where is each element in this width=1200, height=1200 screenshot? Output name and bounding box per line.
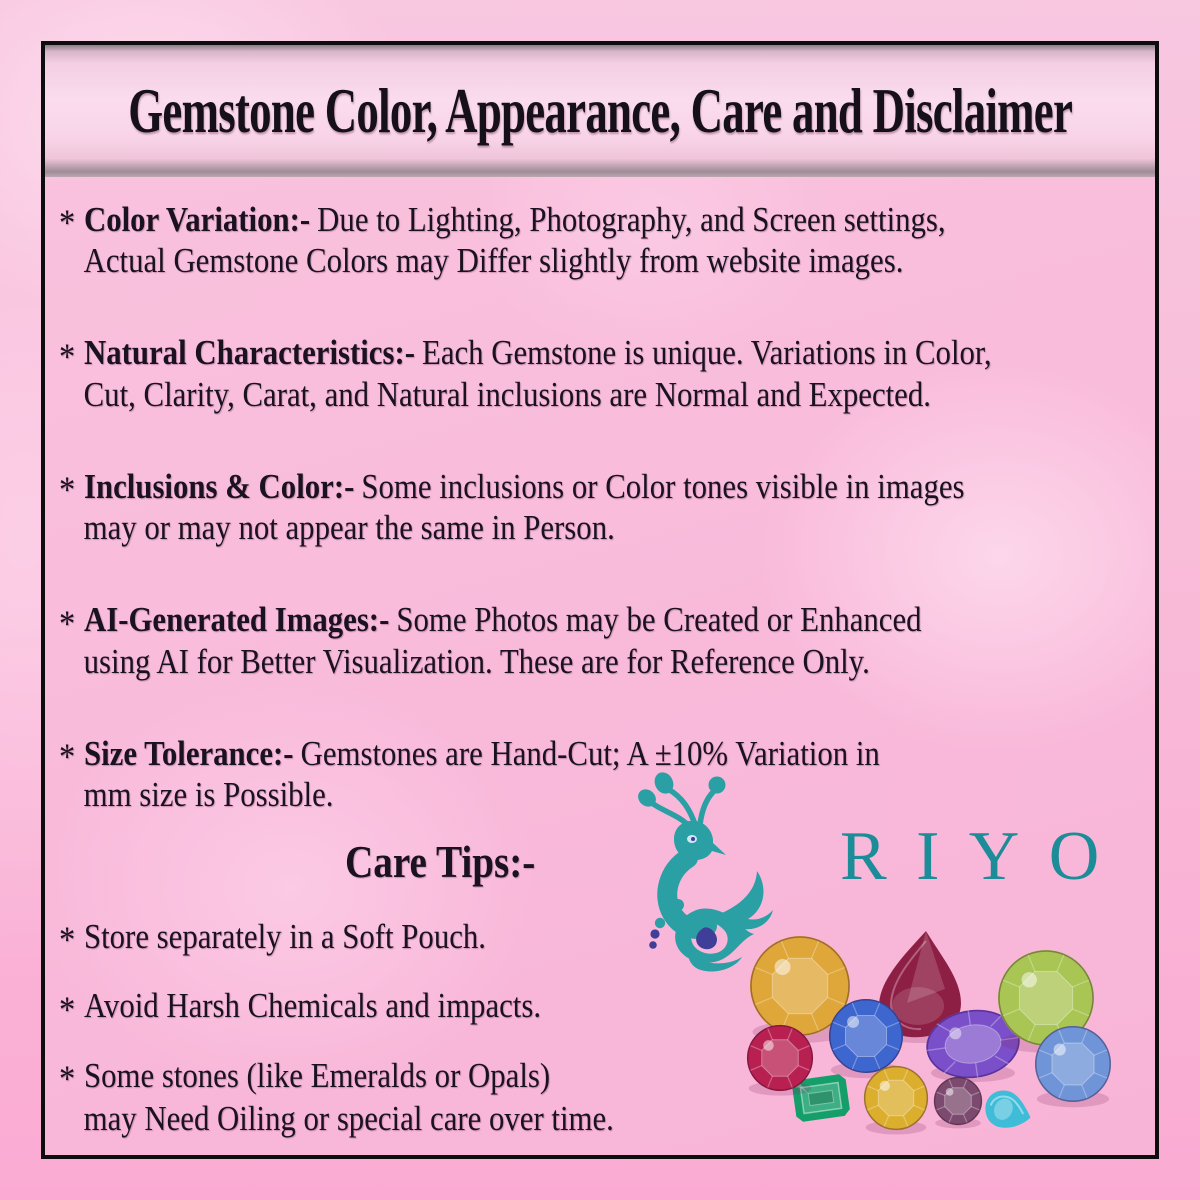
bullet-asterisk: *	[59, 988, 76, 1030]
care-tip-text: may Need Oiling or special care over time.	[83, 1099, 614, 1139]
gem-purple-garnet	[934, 1077, 982, 1128]
bullet-asterisk: *	[59, 202, 76, 244]
disclaimer-label: Inclusions & Color:-	[83, 466, 355, 506]
header-band	[45, 45, 1155, 177]
poster-title: Gemstone Color, Appearance, Care and Disclaimer	[128, 75, 1072, 146]
disclaimer-text: Gemstones are Hand-Cut; A ±10% Variation in	[300, 733, 880, 773]
disclaimer-label: Size Tolerance:-	[83, 733, 294, 773]
bullet-asterisk: *	[59, 335, 76, 377]
bullet-asterisk: *	[59, 1058, 76, 1100]
disclaimer-label: Natural Characteristics:-	[83, 333, 415, 373]
disclaimer-text: may or may not appear the same in Person.	[83, 508, 615, 548]
care-tips-list	[59, 917, 745, 1165]
disclaimer-item-color-variation	[59, 201, 1150, 280]
disclaimer-item-size-tolerance	[59, 735, 1150, 814]
brand-name: RIYO	[840, 818, 1129, 895]
care-tip-item	[59, 986, 745, 1029]
disclaimer-text: Due to Lighting, Photography, and Screen settings,	[317, 200, 946, 239]
poster-frame	[41, 41, 1159, 1159]
disclaimer-item-ai-generated-images	[59, 601, 1150, 680]
care-tip-item	[59, 1056, 745, 1139]
gemstones-image	[693, 911, 1168, 1161]
bullet-asterisk: *	[59, 736, 76, 778]
gem-ruby	[747, 1025, 813, 1096]
bullet-asterisk: *	[59, 469, 76, 511]
bullet-asterisk: *	[59, 919, 76, 961]
disclaimer-item-inclusions-color	[59, 468, 1150, 547]
peacock-crest-dots	[635, 769, 726, 810]
care-tip-text: Store separately in a Soft Pouch.	[83, 917, 487, 956]
gem-swiss-blue-topaz	[979, 1084, 1037, 1137]
gem-blue-topaz	[1035, 1026, 1111, 1107]
bullet-asterisk: *	[59, 602, 76, 644]
disclaimer-text: Some inclusions or Color tones visible in images	[361, 466, 965, 506]
disclaimer-text: Cut, Clarity, Carat, and Natural inclusions are Normal and Expected.	[83, 374, 931, 414]
care-tips-heading: Care Tips:-	[345, 837, 536, 887]
disclaimer-label: AI-Generated Images:-	[83, 600, 390, 640]
peacock-crest	[652, 789, 714, 829]
disclaimer-list	[59, 201, 1150, 868]
disclaimer-text: using AI for Better Visualization. These are for Reference Only.	[83, 641, 870, 681]
disclaimer-text: mm size is Possible.	[83, 775, 334, 815]
care-tip-item	[59, 917, 745, 960]
disclaimer-label: Color Variation:-	[83, 200, 311, 239]
disclaimer-item-natural-characteristics	[59, 334, 1150, 413]
care-tip-text: Avoid Harsh Chemicals and impacts.	[83, 986, 542, 1026]
gem-golden-citrine	[864, 1066, 928, 1134]
care-tip-text: Some stones (like Emeralds or Opals)	[83, 1055, 551, 1095]
disclaimer-text: Actual Gemstone Colors may Differ slightly from website images.	[83, 241, 904, 281]
disclaimer-text: Each Gemstone is unique. Variations in Color,	[422, 333, 992, 373]
disclaimer-text: Some Photos may be Created or Enhanced	[396, 600, 922, 640]
